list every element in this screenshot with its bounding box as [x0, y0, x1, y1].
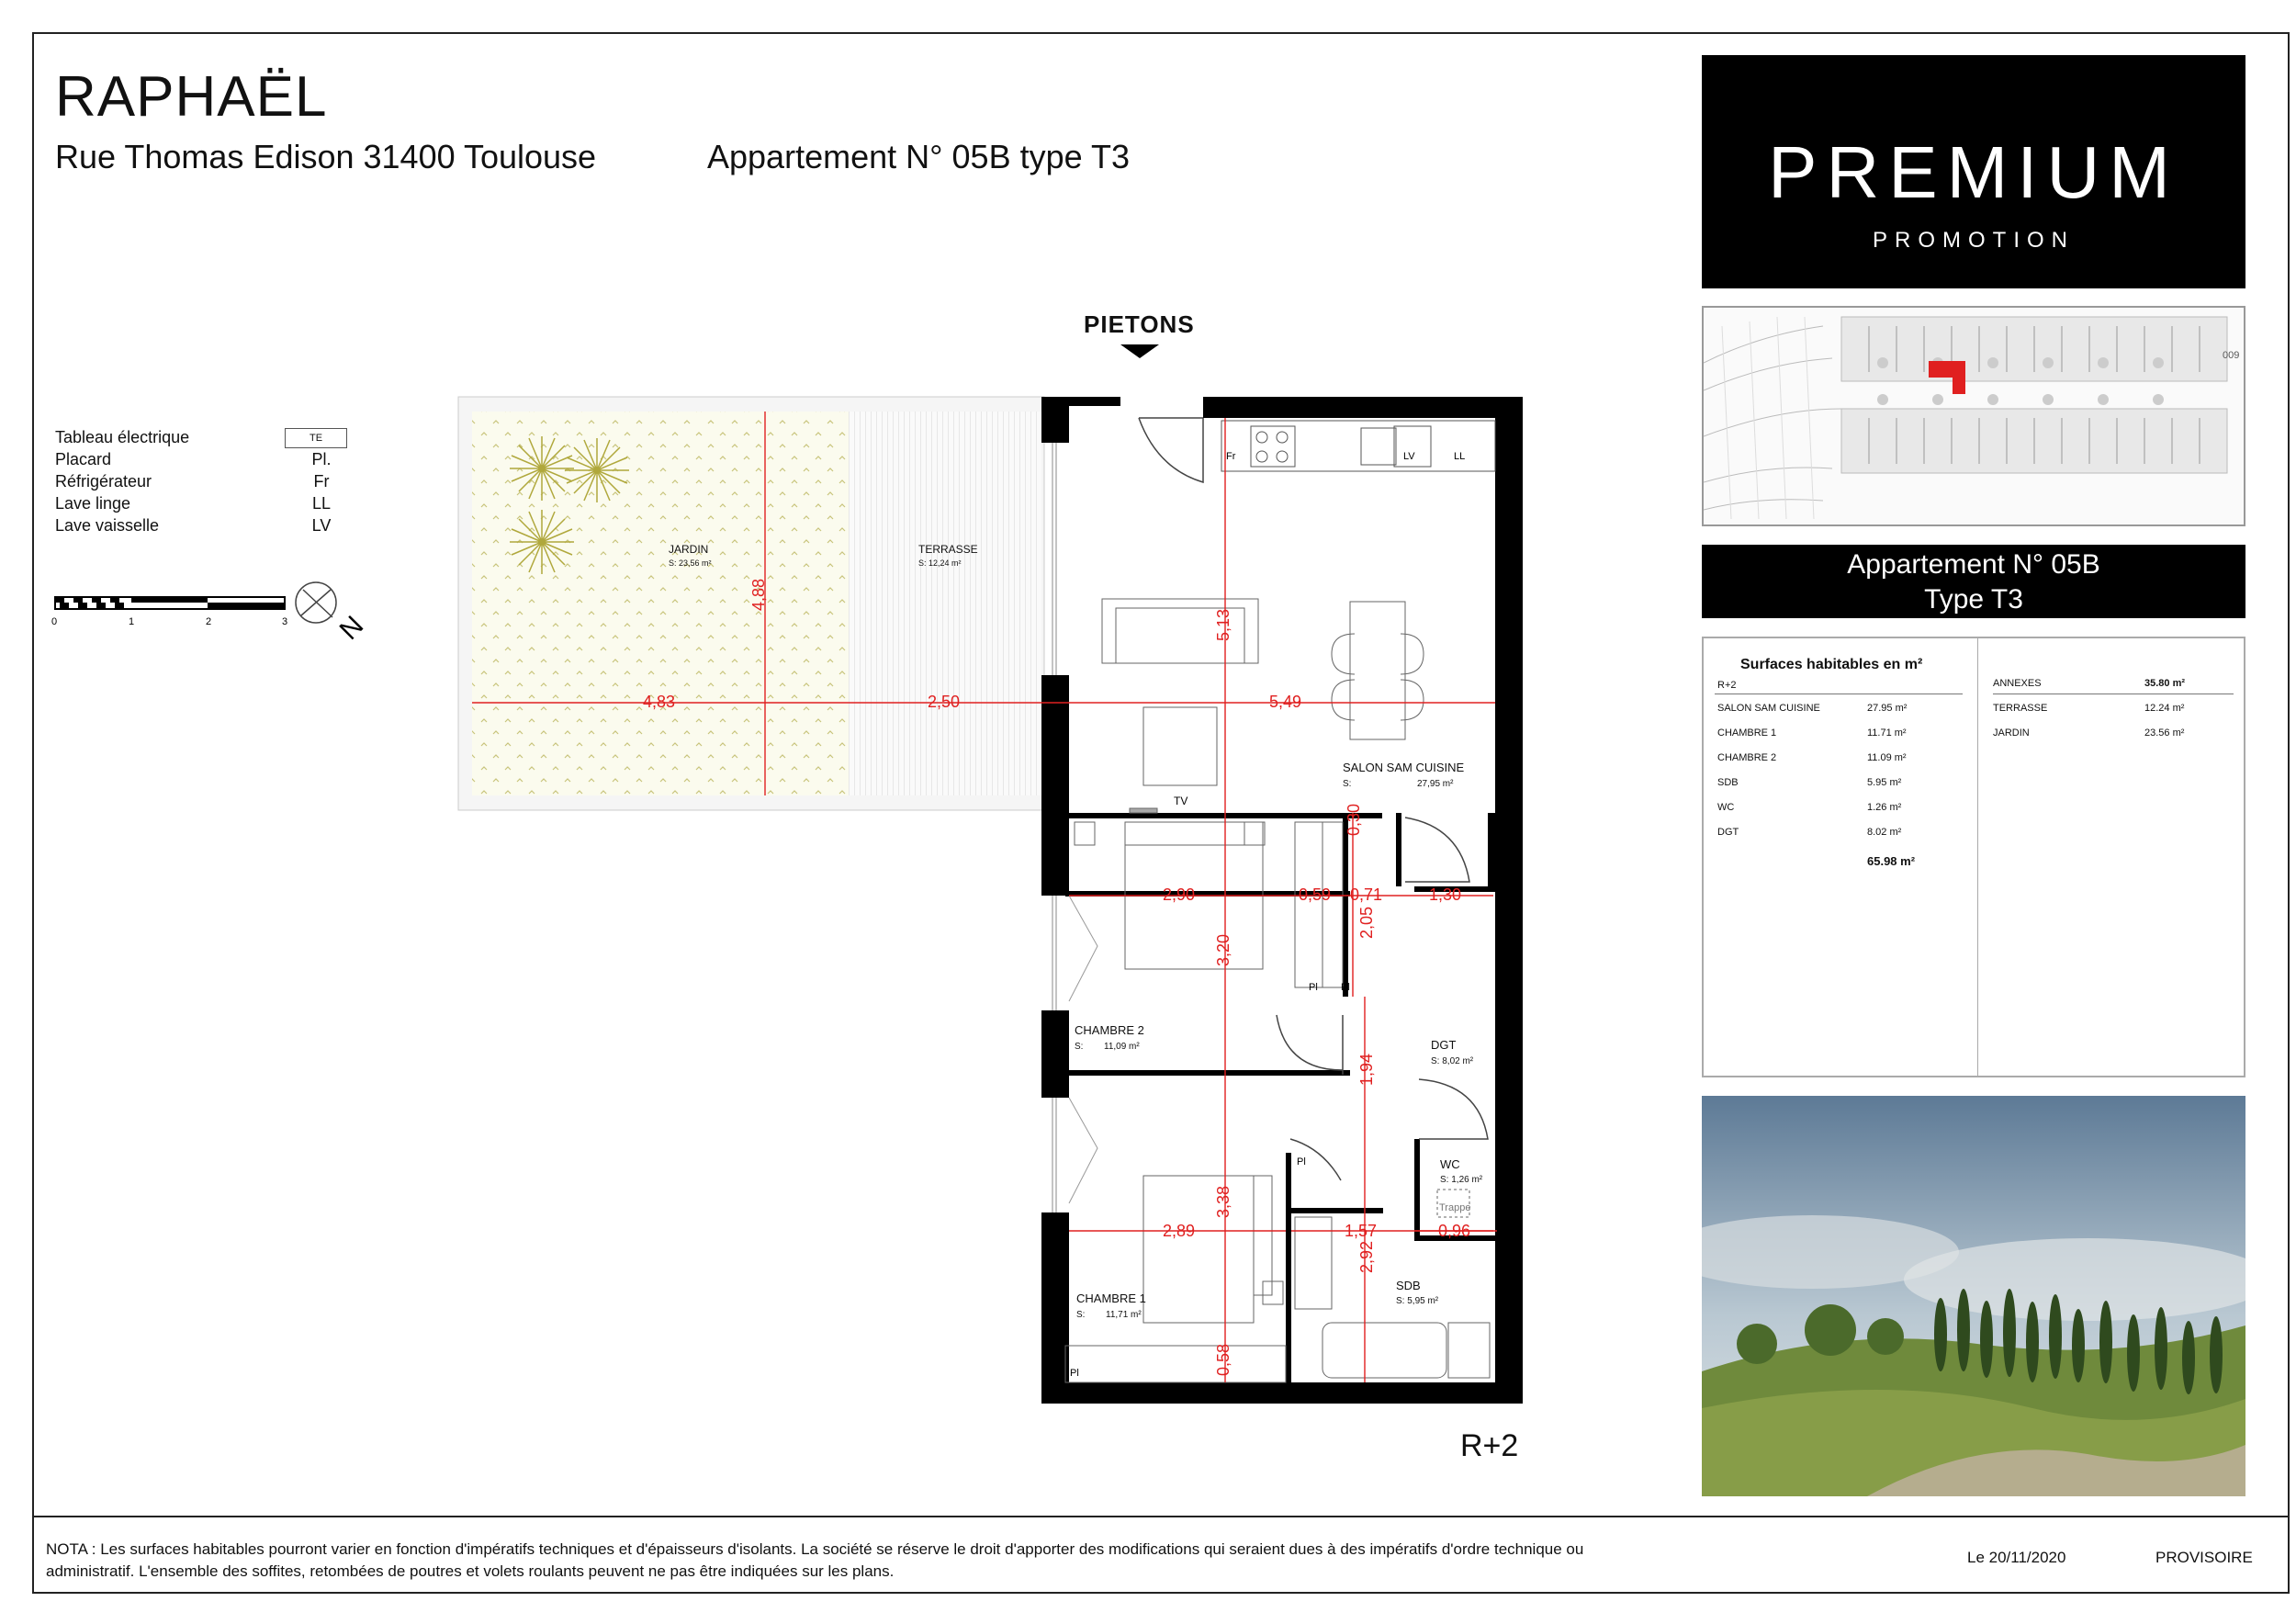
room-name: CHAMBRE 1 — [1717, 727, 1777, 739]
siteplan-label: 009 — [2223, 350, 2240, 361]
furniture — [1065, 599, 1490, 1382]
room-area-label-salon: S: — [1343, 779, 1352, 789]
room-name: WC — [1717, 802, 1735, 813]
scale-tick: 2 — [206, 616, 212, 627]
room-area-chambre1: 11,71 m² — [1106, 1310, 1142, 1320]
trappe-label: Trappe — [1439, 1202, 1471, 1213]
legend-code: LV — [311, 516, 332, 535]
room-area-chambre2: 11,09 m² — [1104, 1042, 1140, 1052]
tv-label: TV — [1174, 795, 1188, 807]
floor-level-label: R+2 — [1460, 1428, 1519, 1463]
room-name-jardin: JARDIN — [669, 543, 709, 556]
room-area-sdb: S: 5,95 m² — [1396, 1296, 1439, 1306]
room-area-wc: S: 1,26 m² — [1440, 1175, 1483, 1185]
document-status: PROVISOIRE — [2155, 1549, 2253, 1566]
room-name-dgt: DGT — [1431, 1038, 1457, 1052]
annex-area: 12.24 m² — [2144, 703, 2185, 714]
apartment-box-type: Type T3 — [1924, 584, 2023, 615]
room-area-dgt: S: 8,02 m² — [1431, 1056, 1474, 1066]
legend-code: LL — [311, 494, 332, 513]
room-area: 5.95 m² — [1867, 777, 1902, 788]
room-name-terrasse: TERRASSE — [918, 543, 978, 556]
document-date: Le 20/11/2020 — [1967, 1549, 2066, 1566]
legend-code: TE — [285, 428, 347, 448]
surfaces-title: Surfaces habitables en m² — [1740, 657, 1923, 672]
project-title: RAPHAËL — [55, 65, 328, 129]
dishwasher-label: LV — [1403, 451, 1415, 462]
north-label: N — [333, 610, 370, 647]
placard-label: Pl — [1341, 982, 1350, 993]
dimension-label: 1,30 — [1429, 885, 1462, 904]
annex-area: 35.80 m² — [2144, 678, 2186, 689]
room-area: 11.71 m² — [1867, 727, 1907, 739]
fridge-label: Fr — [1226, 451, 1236, 462]
legend-label: Lave vaisselle — [55, 516, 160, 535]
dimension-label: 5,13 — [1214, 608, 1232, 641]
dimension-label: 1,94 — [1357, 1053, 1376, 1086]
room-area-label-chambre1: S: — [1076, 1310, 1086, 1320]
total-area: 65.98 m² — [1867, 854, 1916, 868]
surfaces-level: R+2 — [1717, 680, 1737, 691]
dimension-label: 2,90 — [1163, 885, 1196, 904]
legend-label: Placard — [55, 450, 112, 468]
project-address: Rue Thomas Edison 31400 Toulouse — [55, 138, 597, 175]
apartment-box-number: Appartement N° 05B — [1847, 549, 2100, 580]
dimension-label: 0,71 — [1350, 885, 1383, 904]
room-area-label-chambre2: S: — [1075, 1042, 1084, 1052]
logo-brand: PREMIUM — [1768, 131, 2179, 213]
dimension-label: 0,30 — [1345, 803, 1363, 836]
scale-tick: 0 — [51, 616, 58, 627]
placard-label: Pl — [1309, 982, 1318, 993]
terrasse-area — [849, 412, 1041, 795]
room-name-sdb: SDB — [1396, 1279, 1421, 1292]
disclaimer-note: NOTA : Les surfaces habitables pourront varier en fonction d'impératifs techniques et d'épaisseurs d'isolants. La société se réserve le droit d'apporter des modifications qui seraient dues à des impératifs d'ordre technique ou administratif. L'ensemble des soffites, retombées de poutres et volets roulants peuvent ne pas être indiquées sur les plans. — [46, 1540, 1584, 1580]
dimension-label: 4,88 — [749, 578, 768, 611]
room-area: 11.09 m² — [1867, 752, 1907, 763]
annex-name: ANNEXES — [1993, 678, 2042, 689]
legend-label: Tableau électrique — [55, 428, 190, 446]
room-area-terrasse: S: 12,24 m² — [918, 558, 962, 568]
annex-area: 23.56 m² — [2144, 727, 2185, 739]
dimension-label: 3,20 — [1214, 933, 1232, 966]
pietons-label: PIETONS — [1084, 310, 1195, 338]
legend-label: Lave linge — [55, 494, 131, 513]
room-name: SALON SAM CUISINE — [1717, 703, 1820, 714]
dimension-label: 0,96 — [1438, 1222, 1471, 1240]
dimension-label: 0,58 — [1214, 1343, 1232, 1376]
room-name: DGT — [1717, 827, 1739, 838]
annex-name: TERRASSE — [1993, 703, 2048, 714]
legend-code: Fr — [313, 472, 330, 491]
room-name: CHAMBRE 2 — [1717, 752, 1777, 763]
logo-subtitle: PROMOTION — [1873, 228, 2075, 253]
placard-label: Pl — [1070, 1368, 1079, 1379]
room-area: 8.02 m² — [1867, 827, 1902, 838]
dimension-label: 1,57 — [1345, 1222, 1378, 1240]
pietons-arrow-icon — [1120, 344, 1159, 358]
room-name-chambre2: CHAMBRE 2 — [1075, 1023, 1144, 1037]
washing-machine-label: LL — [1454, 451, 1466, 462]
room-area: 27.95 m² — [1867, 703, 1908, 714]
apartment-heading: Appartement N° 05B type T3 — [707, 138, 1130, 175]
room-area-salon: 27,95 m² — [1417, 779, 1454, 789]
dimension-label: 2,50 — [928, 693, 961, 711]
room-area-jardin: S: 23,56 m² — [669, 558, 712, 568]
room-area: 1.26 m² — [1867, 802, 1902, 813]
scale-tick: 1 — [129, 616, 135, 627]
legend-label: Réfrigérateur — [55, 472, 152, 491]
room-name-chambre1: CHAMBRE 1 — [1076, 1291, 1146, 1305]
dimension-label: 0,59 — [1299, 885, 1332, 904]
dimension-label: 2,05 — [1357, 906, 1376, 939]
scale-tick: 3 — [282, 616, 288, 627]
annex-name: JARDIN — [1993, 727, 2030, 739]
room-name-salon: SALON SAM CUISINE — [1343, 761, 1465, 774]
legend-code: Pl. — [311, 450, 332, 468]
placard-label: Pl — [1297, 1156, 1306, 1167]
room-name: SDB — [1717, 777, 1739, 788]
dimension-label: 3,38 — [1214, 1185, 1232, 1218]
dimension-label: 5,49 — [1269, 693, 1302, 711]
dimension-label: 2,89 — [1163, 1222, 1196, 1240]
dimension-label: 4,83 — [643, 693, 676, 711]
room-name-wc: WC — [1440, 1157, 1460, 1171]
dimension-label: 2,92 — [1357, 1240, 1376, 1273]
kitchen — [1221, 421, 1495, 471]
